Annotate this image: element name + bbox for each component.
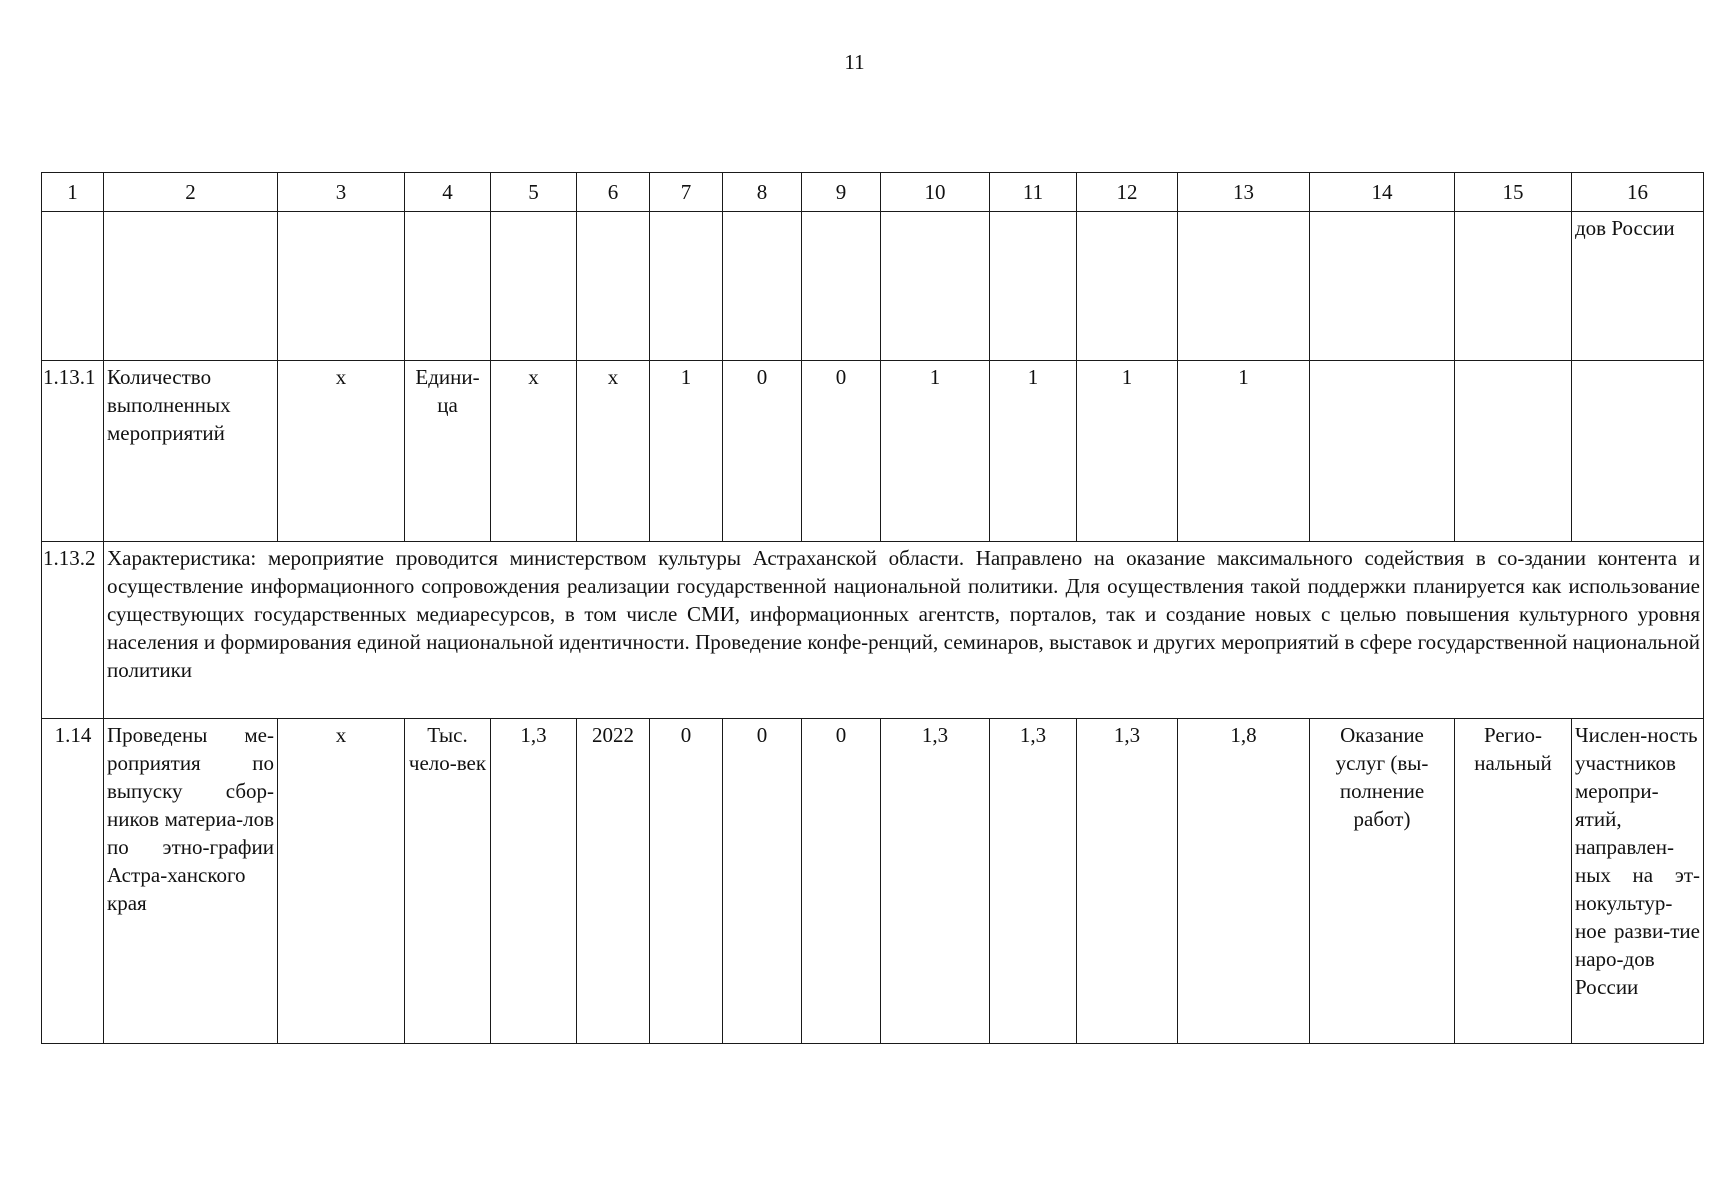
cell-col11: 1	[990, 361, 1077, 542]
cell-col10: 1	[881, 361, 990, 542]
header-cell: 3	[278, 173, 405, 212]
header-cell: 5	[491, 173, 577, 212]
table-row-1-14	[42, 719, 1704, 1044]
cell-name: Количество выполненных мероприятий	[104, 361, 278, 542]
header-cell: 13	[1178, 173, 1310, 212]
header-cell: 9	[802, 173, 881, 212]
cell-col13: 1	[1178, 361, 1310, 542]
header-cell: 14	[1310, 173, 1455, 212]
header-cell: 15	[1455, 173, 1572, 212]
cell-col14: Оказание услуг (вы-полнение работ)	[1310, 719, 1455, 1044]
header-cell: 12	[1077, 173, 1178, 212]
header-cell: 4	[405, 173, 491, 212]
cell-col6: x	[577, 361, 650, 542]
cell-col9: 0	[802, 719, 881, 1044]
cell-col6: 2022	[577, 719, 650, 1044]
table-row-continued	[42, 212, 1704, 361]
table-row-1-13-2	[42, 542, 1704, 719]
header-cell: 6	[577, 173, 650, 212]
row-number: 1.13.1	[42, 361, 104, 542]
header-cell: 16	[1572, 173, 1704, 212]
cell-indicator-tail: дов России	[1572, 212, 1704, 361]
cell-characteristic: Характеристика: мероприятие проводится министерством культуры Астраханской области. Направлено на оказание максимального содействия в со-здании контента и осуществление информационного сопровождения реализации государственной национальной политики. Для осуществления такой поддержки планируется как использование существующих государственных медиаресурсов, в том числе СМИ, информационных агентств, порталов, так и создание новых с целью повышения культурного уровня населения и формирования единой национальной идентичности. Проведение конфе-ренций, семинаров, выставок и других мероприятий в сфере государственной национальной политики	[104, 542, 1704, 719]
table-row-1-13-1	[42, 361, 1704, 542]
row-number: 1.14	[42, 719, 104, 1044]
cell-col7: 1	[650, 361, 723, 542]
cell-col12: 1	[1077, 361, 1178, 542]
header-cell: 1	[42, 173, 104, 212]
header-cell: 2	[104, 173, 278, 212]
cell-col15: Регио-нальный	[1455, 719, 1572, 1044]
cell-col8: 0	[723, 719, 802, 1044]
cell-name: Проведены ме-роприятия по выпуску сбор-ников материа-лов по этно-графии Астра-ханского края	[104, 719, 278, 1044]
cell-col5: x	[491, 361, 577, 542]
row-number: 1.13.2	[42, 542, 104, 719]
cell-unit: Едини-ца	[405, 361, 491, 542]
cell-col16: Числен-ность участников меропри-ятий, направлен-ных на эт-нокультур-ное разви-тие наро-дов России	[1572, 719, 1704, 1044]
header-cell: 7	[650, 173, 723, 212]
cell-col3: x	[278, 719, 405, 1044]
cell-unit: Тыс. чело-век	[405, 719, 491, 1044]
cell-col12: 1,3	[1077, 719, 1178, 1044]
header-cell: 8	[723, 173, 802, 212]
data-table	[41, 172, 1704, 1044]
cell-col3: x	[278, 361, 405, 542]
cell-col11: 1,3	[990, 719, 1077, 1044]
cell-col5: 1,3	[491, 719, 577, 1044]
header-cell: 10	[881, 173, 990, 212]
cell-col7: 0	[650, 719, 723, 1044]
header-row	[42, 173, 1704, 212]
header-cell: 11	[990, 173, 1077, 212]
cell-col10: 1,3	[881, 719, 990, 1044]
cell-col9: 0	[802, 361, 881, 542]
cell-col13: 1,8	[1178, 719, 1310, 1044]
cell-col8: 0	[723, 361, 802, 542]
page-number: 11	[844, 50, 865, 74]
